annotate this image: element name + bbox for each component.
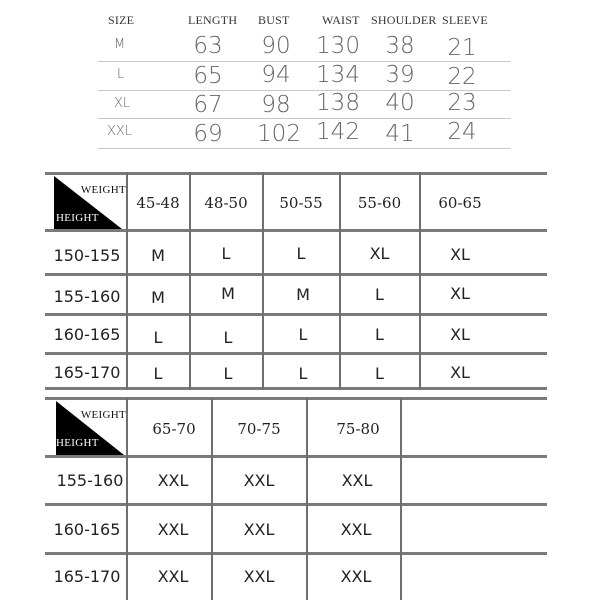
size-label: M (114, 37, 126, 52)
table-rule (45, 397, 547, 400)
header-bust: BUST (258, 13, 290, 27)
size-cell: L (298, 364, 308, 383)
weight-range: 70-75 (237, 420, 281, 438)
size-label: XXL (107, 124, 133, 139)
table-rule (45, 352, 547, 355)
height-range: 160-165 (53, 520, 121, 539)
weight-range: 48-50 (204, 194, 248, 212)
height-range: 155-160 (56, 471, 124, 490)
weight-range: 60-65 (438, 194, 482, 212)
size-cell: L (375, 364, 384, 383)
size-cell: XXL (157, 567, 189, 586)
length-value: 65 (193, 63, 223, 89)
height-range: 165-170 (53, 363, 121, 382)
shoulder-value: 39 (385, 62, 415, 88)
table-rule (45, 273, 547, 276)
waist-value: 142 (316, 119, 360, 145)
table-rule (45, 455, 547, 458)
size-cell: L (153, 328, 163, 347)
size-cell: XXL (243, 520, 275, 539)
waist-value: 130 (316, 33, 360, 59)
height-range: 160-165 (53, 325, 121, 344)
sleeve-value: 23 (447, 90, 477, 116)
sleeve-value: 21 (447, 35, 477, 61)
size-cell: L (223, 364, 233, 383)
size-cell: L (375, 285, 384, 304)
shoulder-value: 40 (385, 90, 415, 116)
weight-range: 50-55 (279, 194, 323, 212)
size-label: L (117, 67, 125, 82)
size-cell: XXL (157, 520, 189, 539)
bust-value: 90 (261, 33, 291, 59)
size-cell: XXL (340, 567, 372, 586)
size-cell: XL (450, 284, 470, 303)
size-cell: M (151, 288, 165, 307)
shoulder-value: 38 (385, 33, 415, 59)
size-cell: XXL (340, 520, 372, 539)
table-rule (45, 503, 547, 506)
header-sleeve: SLEEVE (442, 13, 488, 27)
size-cell: M (151, 246, 165, 265)
waist-value: 138 (316, 90, 360, 116)
length-value: 69 (193, 121, 223, 147)
shoulder-value: 41 (385, 121, 415, 147)
header-shoulder: SHOULDER (371, 13, 437, 27)
size-cell: XL (450, 245, 470, 264)
size-cell: L (221, 244, 231, 263)
table-rule (45, 313, 547, 316)
header-size: SIZE (108, 13, 135, 27)
length-value: 63 (193, 33, 223, 59)
weight-range: 45-48 (136, 194, 180, 212)
table-rule (45, 552, 547, 555)
size-cell: XXL (243, 567, 275, 586)
size-cell: XL (450, 325, 470, 344)
sleeve-value: 24 (447, 119, 477, 145)
weight-range: 65-70 (152, 420, 196, 438)
height-label: HEIGHT (56, 212, 99, 224)
size-label: XL (114, 96, 131, 111)
length-value: 67 (193, 92, 223, 118)
header-waist: WAIST (322, 13, 360, 27)
corner-header (54, 176, 126, 229)
corner-header (56, 401, 126, 455)
sleeve-value: 22 (447, 64, 477, 90)
size-cell: XXL (157, 471, 189, 490)
bust-value: 98 (261, 92, 291, 118)
waist-value: 134 (316, 62, 360, 88)
size-cell: L (375, 325, 384, 344)
weight-label: WEIGHT (80, 409, 126, 421)
bust-value: 102 (257, 121, 301, 147)
size-cell: L (298, 325, 308, 344)
weight-label: WEIGHT (80, 184, 126, 196)
size-cell: L (223, 328, 233, 347)
bust-value: 94 (261, 62, 291, 88)
size-cell: XL (450, 363, 470, 382)
size-cell: M (296, 285, 310, 304)
table-rule (45, 229, 547, 232)
size-cell: L (296, 244, 306, 263)
header-length: LENGTH (188, 13, 238, 27)
table-rule (45, 172, 547, 175)
weight-range: 75-80 (336, 420, 380, 438)
size-cell: XXL (341, 471, 373, 490)
size-cell: L (153, 364, 163, 383)
size-cell: XL (369, 244, 390, 263)
height-label: HEIGHT (56, 437, 99, 449)
weight-range: 55-60 (357, 194, 402, 212)
size-cell: M (221, 284, 235, 303)
height-range: 150-155 (53, 246, 121, 265)
row-divider (98, 148, 511, 149)
size-cell: XXL (243, 471, 275, 490)
height-range: 165-170 (53, 567, 121, 586)
table-rule (45, 387, 547, 390)
height-range: 155-160 (53, 287, 121, 306)
